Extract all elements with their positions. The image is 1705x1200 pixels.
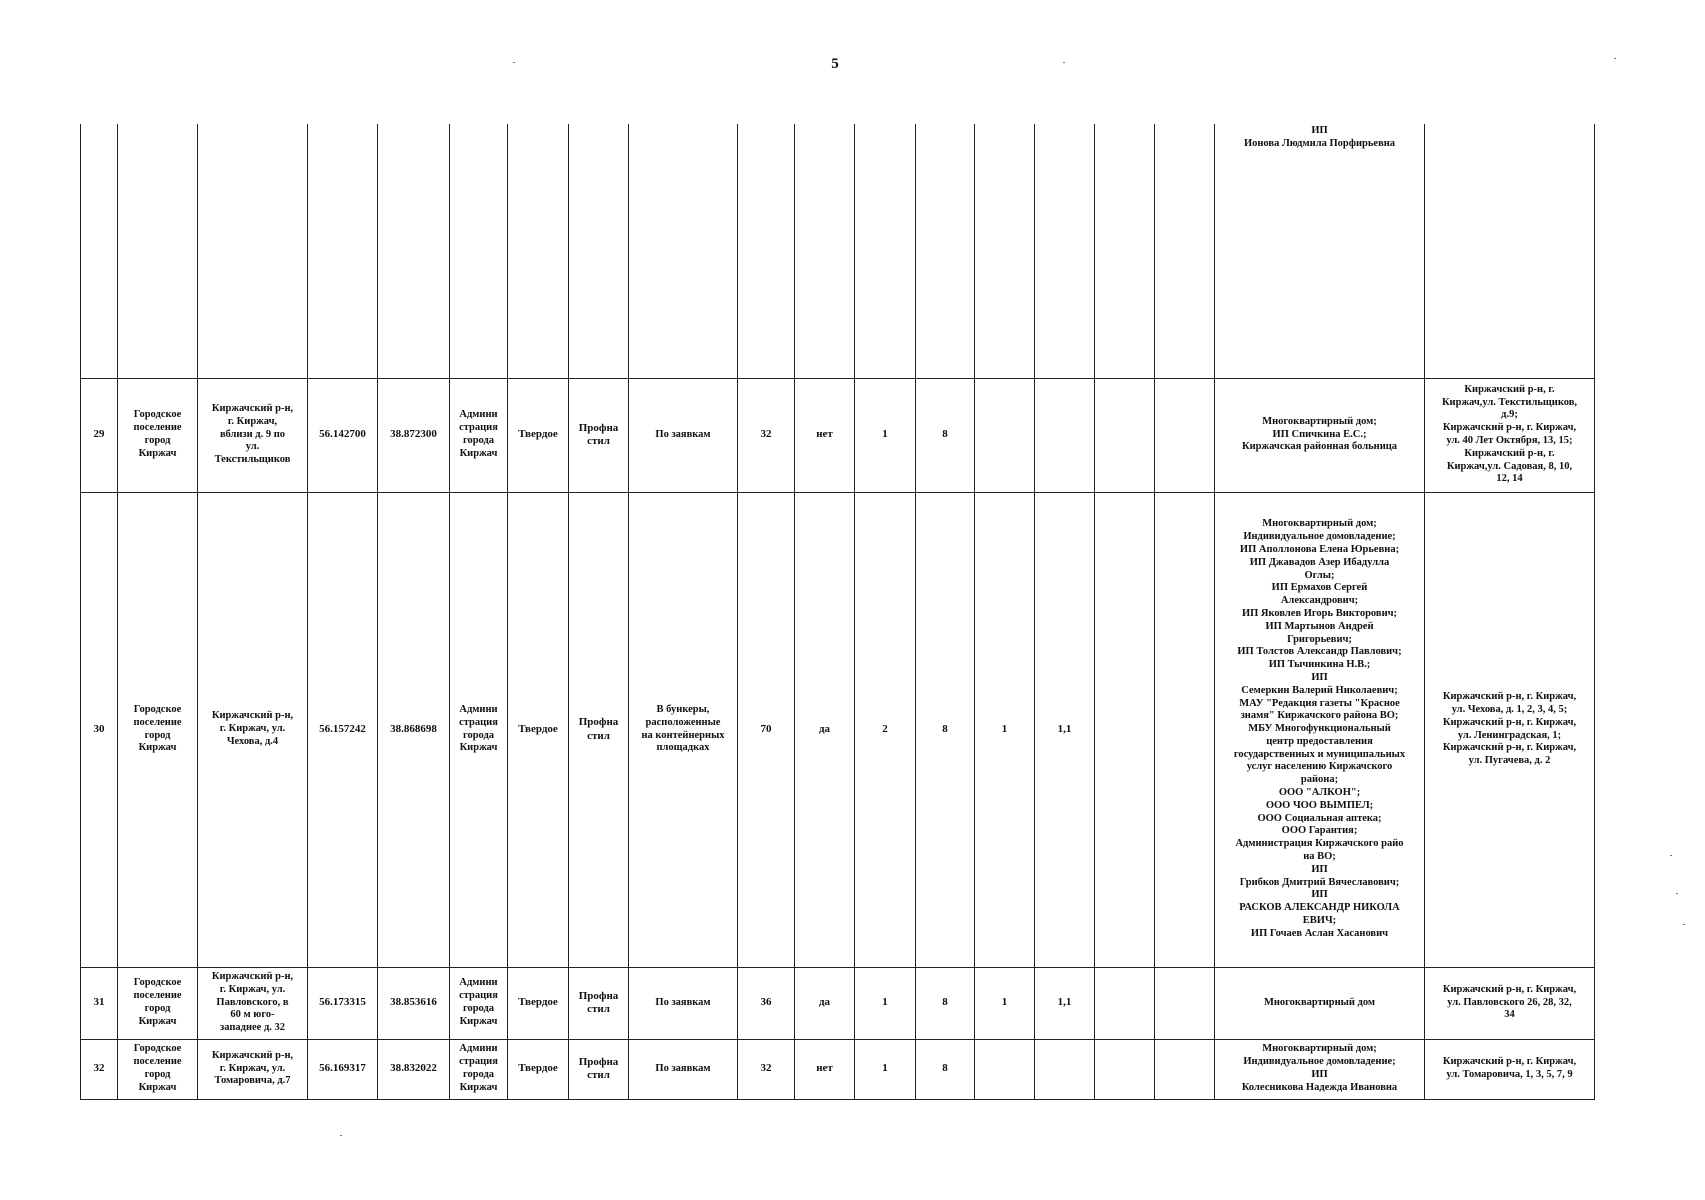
text-line: ООО ЧОО ВЫМПЕЛ; xyxy=(1265,799,1374,811)
text-line: город xyxy=(144,729,171,741)
longitude-cell: 38.872300 xyxy=(378,378,450,492)
fence-cell xyxy=(569,378,629,492)
extra-cell xyxy=(1155,492,1215,967)
text-line: стил xyxy=(587,729,610,742)
text-line: стил xyxy=(587,1003,610,1015)
text-line: Григорьевич; xyxy=(1287,633,1352,645)
area-cell: 36 xyxy=(738,967,795,1039)
text-line: поселение xyxy=(133,716,182,728)
text-line: знамя" Киржачского района ВО; xyxy=(1240,710,1399,722)
text-line: Городское xyxy=(133,977,182,989)
text-line: г. Киржач, xyxy=(227,415,278,427)
text-line: Ионова Людмила Порфирьевна xyxy=(1243,137,1396,149)
table-row xyxy=(81,378,1595,492)
latitude-cell: 56.169317 xyxy=(308,1039,378,1099)
scan-speck xyxy=(1670,855,1672,856)
text-line: города xyxy=(462,1069,495,1080)
text-line: Киржач xyxy=(138,1081,177,1093)
text-line: страция xyxy=(459,990,498,1002)
volume-cell: 8 xyxy=(916,967,975,1039)
text-line: Киржач xyxy=(459,1081,498,1093)
area-cell: 32 xyxy=(738,1039,795,1099)
text-line: ИП Тычинкина Н.В.; xyxy=(1268,659,1371,671)
text-line: По заявкам xyxy=(655,1062,711,1074)
text-line: Профна xyxy=(578,716,619,729)
text-line: ИП Ермахов Сергей xyxy=(1271,582,1368,594)
text-line: Киржачский р-н, xyxy=(211,403,294,414)
text-line: ЕВИЧ; xyxy=(1302,915,1337,927)
text-line: поселение xyxy=(133,1056,182,1068)
area-cell: 70 xyxy=(738,492,795,967)
settlement-cell xyxy=(118,967,198,1039)
volume-cell: 8 xyxy=(916,378,975,492)
text-line: Киржач xyxy=(138,447,177,459)
table-row xyxy=(81,492,1595,967)
text-line: ИП Спичкина Е.С.; xyxy=(1272,428,1367,440)
address-cell xyxy=(198,378,308,492)
text-line: Киржачский р-н, г. Киржач, xyxy=(1442,691,1577,703)
scan-speck xyxy=(1683,924,1685,925)
text-line: Оглы; xyxy=(1304,569,1335,581)
text-line: центр предоставления xyxy=(1266,735,1373,747)
settlement-cell xyxy=(118,1039,198,1099)
text-line: Киржач xyxy=(138,1015,177,1027)
text-line: В бункеры, xyxy=(656,703,710,715)
scan-speck xyxy=(1063,62,1065,63)
text-line: По заявкам xyxy=(655,996,711,1008)
bunker-volume-cell xyxy=(1035,378,1095,492)
scan-speck xyxy=(1676,893,1678,894)
extra-cell xyxy=(1095,1039,1155,1099)
waste-sources-cell xyxy=(1215,124,1425,378)
waste-sources-cell xyxy=(1215,1039,1425,1099)
text-line: Киржачский р-н, xyxy=(211,1049,294,1061)
surface-cell: Твердое xyxy=(508,1039,569,1099)
page-number: 5 xyxy=(831,56,839,72)
waste-sources-cell xyxy=(1215,492,1425,967)
text-line: Томаровича, д.7 xyxy=(214,1075,291,1087)
text-line: Городское xyxy=(133,703,182,715)
text-line: Индивидуальное домовладение; xyxy=(1243,531,1396,543)
longitude-cell: 38.832022 xyxy=(378,1039,450,1099)
text-line: Многоквартирный дом xyxy=(1263,996,1376,1008)
text-line: города xyxy=(462,729,495,741)
text-line: ИП xyxy=(1311,125,1328,136)
text-line: Киржач xyxy=(459,742,498,754)
containers-cell: 1 xyxy=(855,378,916,492)
surface-cell: Твердое xyxy=(508,378,569,492)
text-line: Семеркин Валерий Николаевич; xyxy=(1241,684,1398,696)
address-cell xyxy=(198,492,308,967)
text-line: 34 xyxy=(1504,1009,1515,1021)
waste-sources-cell xyxy=(1215,967,1425,1039)
canopy-cell: нет xyxy=(795,378,855,492)
text-line: ул. Ленинградская, 1; xyxy=(1457,729,1562,741)
text-line: ул. Павловского 26, 28, 32, xyxy=(1447,996,1572,1008)
text-line: Многоквартирный дом; xyxy=(1262,1043,1377,1055)
registry-table xyxy=(80,124,1595,1100)
bunker-volume-cell: 1,1 xyxy=(1035,967,1095,1039)
table-row xyxy=(81,967,1595,1039)
schedule-cell xyxy=(629,967,738,1039)
settlement-cell xyxy=(118,492,198,967)
canopy-cell: да xyxy=(795,492,855,967)
text-line: Киржачский р-н, г. Киржач, xyxy=(1442,742,1577,754)
surface-cell: Твердое xyxy=(508,967,569,1039)
text-line: Киржач xyxy=(459,447,498,459)
text-line: Киржачский р-н, г. Киржач, xyxy=(1442,983,1577,995)
text-line: По заявкам xyxy=(655,428,711,440)
extra-cell xyxy=(1095,967,1155,1039)
row-number-cell: 29 xyxy=(81,378,118,492)
area-cell: 32 xyxy=(738,378,795,492)
text-line: Киржачский р-н, xyxy=(211,971,294,982)
owner-cell xyxy=(450,492,508,967)
latitude-cell: 56.173315 xyxy=(308,967,378,1039)
text-line: на контейнерных xyxy=(641,729,725,741)
fence-cell xyxy=(569,492,629,967)
text-line: Киржачский р-н, г. xyxy=(1464,383,1555,395)
canopy-cell: нет xyxy=(795,1039,855,1099)
served-objects-cell xyxy=(1425,1039,1595,1099)
scan-speck xyxy=(340,1135,342,1136)
text-line: площадках xyxy=(656,742,710,754)
text-line: ИП Гочаев Аслан Хасанович xyxy=(1250,927,1389,939)
text-line: Админи xyxy=(459,409,498,421)
text-line: ИП xyxy=(1311,671,1328,683)
address-cell xyxy=(198,967,308,1039)
text-line: Грибков Дмитрий Вячеславович; xyxy=(1239,876,1400,888)
text-line: страция xyxy=(459,1056,498,1068)
text-line: Админи xyxy=(459,977,498,989)
fence-cell xyxy=(569,967,629,1039)
text-line: ул. xyxy=(245,441,260,453)
text-line: ИП Толстов Александр Павлович; xyxy=(1237,646,1402,658)
text-line: ИП xyxy=(1311,1069,1328,1080)
text-line: Индивидуальное домовладение; xyxy=(1243,1056,1396,1068)
text-line: города xyxy=(462,1003,495,1014)
text-line: страция xyxy=(459,422,498,434)
text-line: ул. Пугачева, д. 2 xyxy=(1468,755,1551,767)
fence-cell xyxy=(569,1039,629,1099)
row-number-cell: 30 xyxy=(81,492,118,967)
latitude-cell: 56.142700 xyxy=(308,378,378,492)
text-line: Текстильщиков xyxy=(214,454,291,466)
text-line: района; xyxy=(1300,774,1339,786)
text-line: Городское xyxy=(133,409,182,421)
row-number-cell: 32 xyxy=(81,1039,118,1099)
text-line: г. Киржач, ул. xyxy=(219,1062,286,1074)
latitude-cell: 56.157242 xyxy=(308,492,378,967)
bunkers-cell xyxy=(975,378,1035,492)
volume-cell: 8 xyxy=(916,492,975,967)
bunkers-cell xyxy=(975,1039,1035,1099)
text-line: Администрация Киржачского райо xyxy=(1235,838,1404,850)
schedule-cell xyxy=(629,492,738,967)
extra-cell xyxy=(1095,378,1155,492)
owner-cell xyxy=(450,378,508,492)
text-line: города xyxy=(462,435,495,446)
owner-cell xyxy=(450,967,508,1039)
bunkers-cell: 1 xyxy=(975,967,1035,1039)
text-line: Профна xyxy=(578,421,619,434)
schedule-cell xyxy=(629,378,738,492)
text-line: ул. Чехова, д. 1, 2, 3, 4, 5; xyxy=(1451,703,1568,715)
text-line: 60 м юго- xyxy=(230,1009,275,1021)
text-line: поселение xyxy=(133,422,182,434)
text-line: Многоквартирный дом; xyxy=(1262,518,1377,530)
served-objects-cell xyxy=(1425,492,1595,967)
extra-cell xyxy=(1155,1039,1215,1099)
text-line: страция xyxy=(459,716,498,728)
text-line: ИП Джавадов Азер Ибадулла xyxy=(1249,556,1390,568)
served-objects-cell xyxy=(1425,378,1595,492)
text-line: г. Киржач, ул. xyxy=(219,723,286,735)
text-line: Чехова, д.4 xyxy=(226,735,279,747)
text-line: Многоквартирный дом; xyxy=(1262,415,1377,427)
text-line: Киржачский р-н, xyxy=(211,710,294,722)
extra-cell xyxy=(1095,492,1155,967)
text-line: ИП Яковлев Игорь Викторович; xyxy=(1241,607,1398,619)
text-line: Александрович; xyxy=(1280,595,1359,607)
longitude-cell: 38.853616 xyxy=(378,967,450,1039)
bunker-volume-cell: 1,1 xyxy=(1035,492,1095,967)
longitude-cell: 38.868698 xyxy=(378,492,450,967)
text-line: стил xyxy=(587,1069,610,1081)
text-line: ИП xyxy=(1311,863,1328,875)
text-line: Админи xyxy=(459,703,498,715)
text-line: МАУ "Редакция газеты "Красное xyxy=(1239,697,1400,709)
schedule-cell xyxy=(629,1039,738,1099)
text-line: ул. 40 Лет Октября, 13, 15; xyxy=(1446,435,1573,446)
text-line: ИП xyxy=(1311,889,1328,901)
extra-cell xyxy=(1155,378,1215,492)
text-line: Киржач xyxy=(459,1015,498,1027)
text-line: город xyxy=(144,1069,171,1080)
text-line: вблизи д. 9 по xyxy=(219,428,286,440)
row-number-cell: 31 xyxy=(81,967,118,1039)
text-line: РАСКОВ АЛЕКСАНДР НИКОЛА xyxy=(1239,902,1400,914)
scan-speck xyxy=(1614,58,1616,59)
text-line: Профна xyxy=(578,1055,619,1068)
owner-cell xyxy=(450,1039,508,1099)
text-line: ИП Мартынов Андрей xyxy=(1265,620,1374,632)
text-line: город xyxy=(144,435,171,446)
canopy-cell: да xyxy=(795,967,855,1039)
extra-cell xyxy=(1155,967,1215,1039)
containers-cell: 1 xyxy=(855,1039,916,1099)
text-line: Киржач,ул. Садовая, 8, 10, xyxy=(1446,460,1573,472)
address-cell xyxy=(198,1039,308,1099)
surface-cell: Твердое xyxy=(508,492,569,967)
containers-cell: 2 xyxy=(855,492,916,967)
text-line: расположенные xyxy=(645,716,721,728)
text-line: Городское xyxy=(133,1043,182,1055)
text-line: Админи xyxy=(459,1043,498,1055)
waste-sources-cell xyxy=(1215,378,1425,492)
text-line: Киржачская районная больница xyxy=(1241,441,1398,453)
settlement-cell xyxy=(118,378,198,492)
text-line: Киржачский р-н, г. Киржач, xyxy=(1442,716,1577,728)
text-line: государственных и муниципальных xyxy=(1233,748,1406,760)
text-line: ООО Гарантия; xyxy=(1281,825,1358,837)
bunker-volume-cell xyxy=(1035,1039,1095,1099)
table-row xyxy=(81,1039,1595,1099)
text-line: на ВО; xyxy=(1303,851,1336,863)
text-line: Профна xyxy=(578,989,619,1002)
containers-cell: 1 xyxy=(855,967,916,1039)
text-line: д.9; xyxy=(1501,409,1518,421)
text-line: ООО "АЛКОН"; xyxy=(1278,787,1361,799)
text-line: ул. Томаровича, 1, 3, 5, 7, 9 xyxy=(1446,1069,1573,1080)
text-line: г. Киржач, ул. xyxy=(219,983,286,995)
text-line: поселение xyxy=(133,990,182,1002)
text-line: услуг населению Киржачского xyxy=(1246,761,1393,773)
text-line: 12, 14 xyxy=(1496,473,1523,485)
text-line: Киржач xyxy=(138,742,177,754)
text-line: МБУ Многофункциональный xyxy=(1248,723,1391,735)
served-objects-cell xyxy=(1425,967,1595,1039)
text-line: западнее д. 32 xyxy=(220,1022,285,1034)
text-line: Киржачский р-н, г. xyxy=(1464,447,1555,459)
text-line: стил xyxy=(587,435,610,447)
text-line: город xyxy=(144,1003,171,1014)
volume-cell: 8 xyxy=(916,1039,975,1099)
text-line: Киржачский р-н, г. Киржач, xyxy=(1442,422,1577,434)
text-line: Павловского, в xyxy=(216,996,289,1008)
text-line: Киржач,ул. Текстильщиков, xyxy=(1441,396,1578,408)
scan-speck xyxy=(513,62,515,63)
table-row-continuation xyxy=(81,124,1595,378)
text-line: Киржачский р-н, г. Киржач, xyxy=(1442,1056,1577,1068)
bunkers-cell: 1 xyxy=(975,492,1035,967)
text-line: ИП Аполлонова Елена Юрьевна; xyxy=(1239,543,1400,555)
text-line: Колесникова Надежда Ивановна xyxy=(1241,1081,1398,1093)
text-line: ООО Социальная аптека; xyxy=(1257,812,1382,824)
